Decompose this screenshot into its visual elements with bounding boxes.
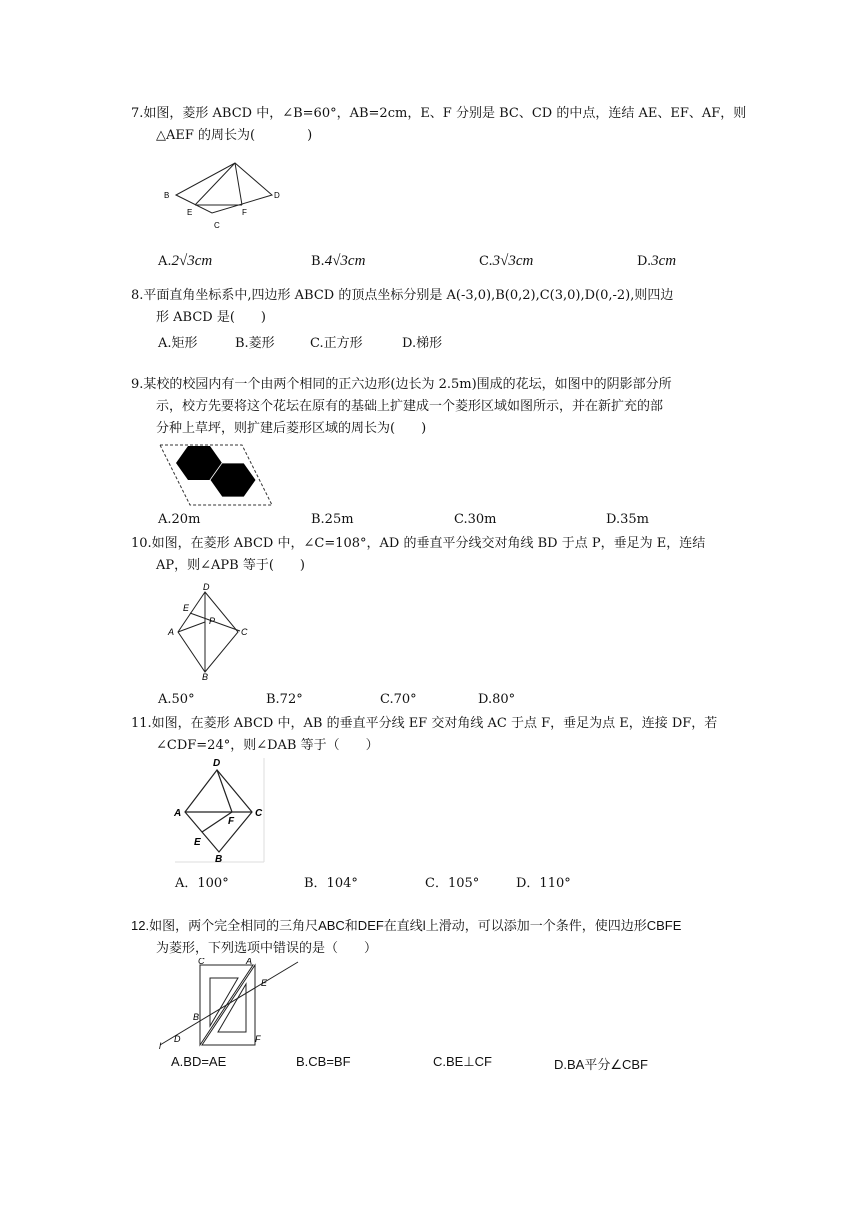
q11-label-c: C [255, 808, 263, 819]
q10-text-line1: 10.如图，在菱形 ABCD 中，∠C=108°，AD 的垂直平分线交对角线 BD 于点 P，垂足为 E，连结 [131, 536, 706, 551]
q12-triangles-figure [158, 958, 303, 1050]
q11-text-line2: ∠CDF=24°，则∠DAB 等于（ ） [156, 738, 379, 753]
q12-option-d: D.BA平分∠CBF [554, 1057, 648, 1072]
q7-rhombus-figure [160, 160, 285, 235]
q11-rhombus-figure [170, 755, 268, 865]
q11-segment-df [217, 770, 232, 812]
q10-label-a: A [168, 627, 175, 637]
q8-option-b: B.菱形 [235, 336, 275, 351]
q9-option-b: B.25m [311, 512, 354, 527]
q8-option-d: D.梯形 [402, 336, 443, 351]
q12-triangle-abc-outer [200, 965, 253, 1045]
q12-label-b: B [193, 1012, 200, 1022]
q10-option-d: D.80° [478, 692, 516, 707]
q11-text-line1: 11.如图，在菱形 ABCD 中，AB 的垂直平分线 EF 交对角线 AC 于点 F，垂足为点 E，连接 DF，若 [131, 716, 718, 731]
q11-label-f: F [228, 816, 235, 827]
q7-label-e: E [187, 208, 193, 217]
q12-text-line2: 为菱形，下列选项中错误的是（ ） [156, 940, 378, 955]
q7-label-d: D [274, 191, 280, 200]
q9-text-line1: 9.某校的校园内有一个由两个相同的正六边形(边长为 2.5m)围成的花坛，如图中的阴影部分所 [131, 377, 672, 392]
q10-segment-ap [178, 622, 205, 632]
q12-label-a: A [246, 958, 253, 966]
q12-text-line1: 12.如图，两个完全相同的三角尺ABC和DEF在直线l上滑动，可以添加一个条件，使四边形CBFE [131, 918, 682, 933]
q12-label-c: C [198, 958, 205, 966]
q12-option-a: A.BD=AE [171, 1054, 227, 1069]
q11-label-e: E [194, 837, 201, 848]
q11-option-d: D．110° [516, 876, 571, 891]
q7-label-c: C [214, 221, 220, 230]
q7-label-b: B [164, 191, 170, 200]
q10-label-b: B [202, 672, 209, 680]
q10-text-line2: AP，则∠APB 等于( ) [156, 558, 305, 573]
q9-hexagon-figure [158, 443, 274, 507]
q11-label-d: D [213, 758, 221, 769]
q11-label-a: A [174, 808, 182, 819]
q11-option-b: B．104° [304, 876, 358, 891]
q8-text-line1: 8.平面直角坐标系中,四边形 ABCD 的顶点坐标分别是 A(-3,0),B(0,2),C(3,0),D(0,-2),则四边 [131, 288, 674, 303]
q10-option-c: C.70° [380, 692, 417, 707]
q7-option-c: C.3√3cm [479, 253, 534, 269]
q11-option-a: A．100° [175, 876, 229, 891]
q10-label-e: E [183, 603, 190, 613]
q10-label-c: C [241, 627, 248, 637]
q7-text-line1: 7.如图，菱形 ABCD 中，∠B=60°，AB=2cm，E、F 分别是 BC、CD 的中点，连结 AE、EF、AF，则 [131, 106, 747, 121]
q8-text-line2: 形 ABCD 是( ) [156, 310, 266, 325]
q12-label-e: E [261, 978, 268, 988]
q10-label-d: D [203, 582, 210, 592]
q7-segment-ae [195, 163, 235, 205]
q7-option-b: B.4√3cm [311, 253, 366, 269]
q9-option-a: A.20m [158, 512, 201, 527]
q12-triangle-abc-inner [210, 978, 238, 1026]
q12-label-d: D [174, 1034, 181, 1044]
q7-text-line2: △AEF 的周长为( ) [156, 128, 313, 143]
q9-text-line3: 分种上草坪，则扩建后菱形区域的周长为( ) [156, 421, 427, 436]
q7-segment-af [235, 163, 242, 205]
q11-option-c: C．105° [425, 876, 480, 891]
q8-option-a: A.矩形 [158, 336, 198, 351]
q12-option-c: C.BE⊥CF [433, 1054, 492, 1069]
q12-option-b: B.CB=BF [296, 1054, 351, 1069]
q10-label-p: P [209, 616, 216, 626]
q9-option-c: C.30m [454, 512, 497, 527]
q7-option-a: A.2√3cm [158, 253, 213, 269]
q12-label-f: F [255, 1034, 261, 1044]
q10-option-b: B.72° [266, 692, 303, 707]
q9-option-d: D.35m [606, 512, 649, 527]
q7-option-d: D.3cm [637, 253, 677, 269]
q12-label-l: l [159, 1041, 161, 1050]
q9-text-line2: 示，校方先要将这个花坛在原有的基础上扩建成一个菱形区域如图所示，并在新扩充的部 [156, 399, 664, 414]
q10-rhombus-figure [160, 580, 255, 680]
q10-option-a: A.50° [158, 692, 195, 707]
q7-label-f: F [242, 208, 247, 217]
q11-label-b: B [215, 854, 223, 865]
q8-option-c: C.正方形 [310, 336, 363, 351]
